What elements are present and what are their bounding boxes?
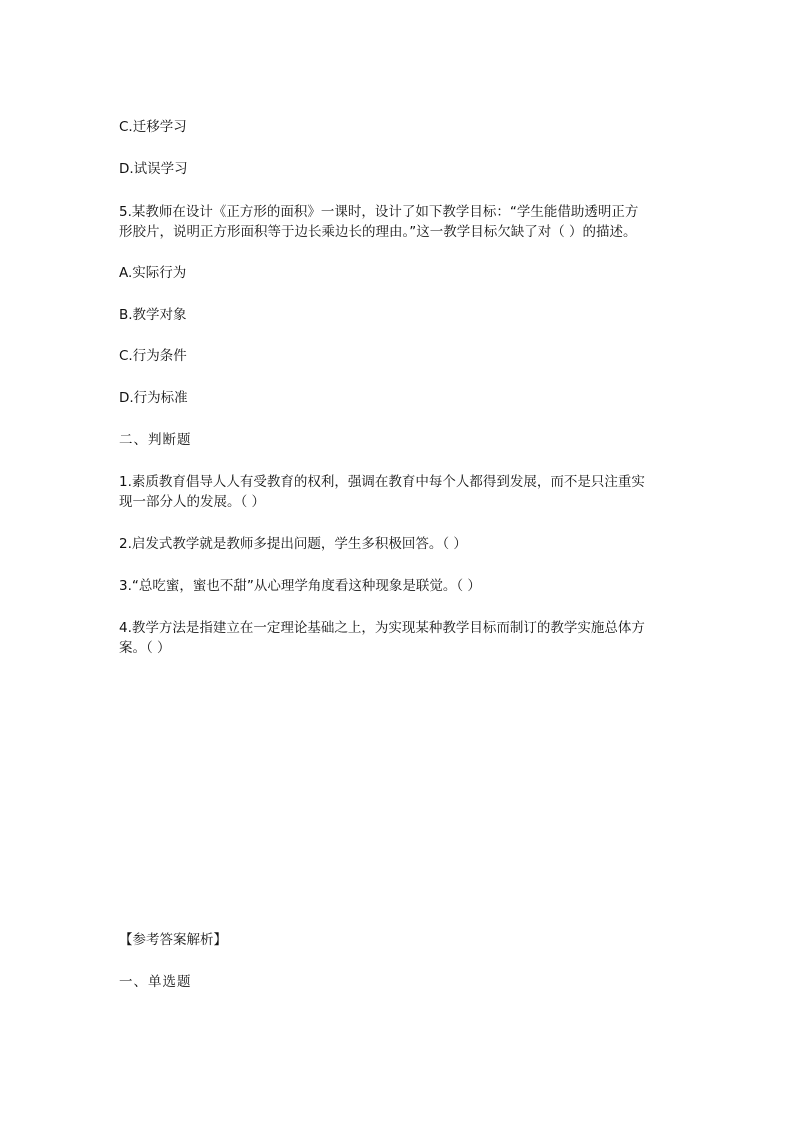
section-heading-judgment: 二、判断题 <box>119 432 192 448</box>
judgment-item-1-line2: 现一部分人的发展。（ ） <box>119 494 266 510</box>
judgment-item-2: 2.启发式教学就是教师多提出问题，学生多积极回答。（ ） <box>119 536 467 552</box>
q4-option-d: D.试误学习 <box>119 161 188 177</box>
q5-option-a: A.实际行为 <box>119 265 187 281</box>
answers-section1-heading: 一、单选题 <box>119 974 192 990</box>
judgment-item-4-line2: 案。（ ） <box>119 640 171 656</box>
q5-option-d: D.行为标准 <box>119 390 188 406</box>
answers-heading: 【参考答案解析】 <box>119 932 227 948</box>
q5-stem-line1: 5.某教师在设计《正方形的面积》一课时，设计了如下教学目标：“学生能借助透明正方 <box>119 204 639 220</box>
q5-option-b: B.教学对象 <box>119 307 187 323</box>
judgment-item-4-line1: 4.教学方法是指建立在一定理论基础之上，为实现某种教学目标而制订的教学实施总体方 <box>119 620 645 636</box>
judgment-item-1-line1: 1.素质教育倡导人人有受教育的权利，强调在教育中每个人都得到发展，而不是只注重实 <box>119 474 645 490</box>
q4-option-c: C.迁移学习 <box>119 119 187 135</box>
q5-stem-line2: 形胶片，说明正方形面积等于边长乘边长的理由。”这一教学目标欠缺了对（ ）的描述。 <box>119 224 637 240</box>
q5-option-c: C.行为条件 <box>119 348 187 364</box>
judgment-item-3: 3.“总吃蜜，蜜也不甜”从心理学角度看这种现象是联觉。（ ） <box>119 578 481 594</box>
